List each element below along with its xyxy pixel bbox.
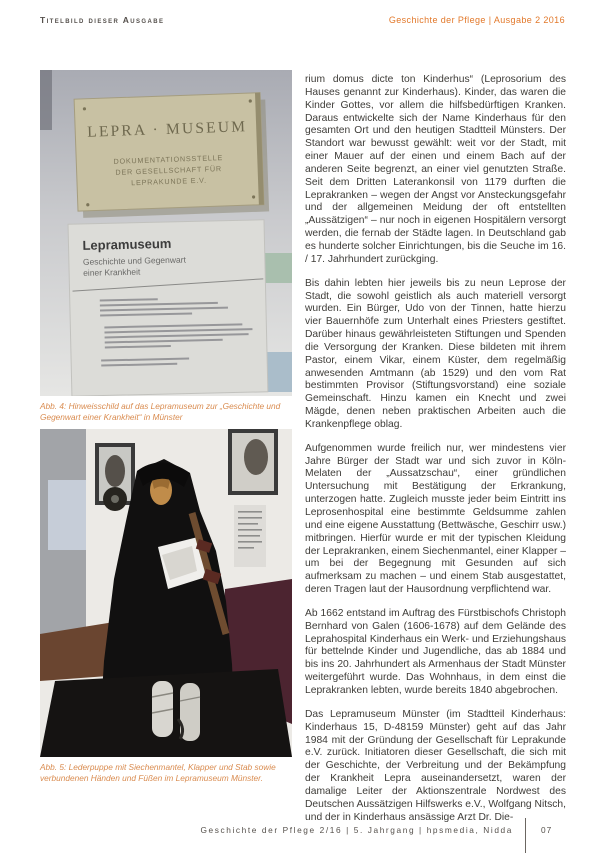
plaque-line3: LEPRAKUNDE E.V. xyxy=(131,175,207,188)
article-paragraph: rium domus dicte ton Kinderhus“ (Leprosorium des Hauses genannt zur Kinderhaus). Kinder, das waren die Kinder Gottes, vor allem die hilfsbedürftigen Kranken. Daraus entwickelte sich der Name Kinderhaus für den gesamten Ort und den heutigen Stadtteil Münsters. Der Standort war bewusst gewählt: weit vor der Stadt, mit einer Mauer auf der einen und einem Bach auf der anderen Seite begrenzt, an einer viel genutzten Straße. Seit dem Dritten Laterankonsil von 1179 durften die Leprakranken – wegen der Angst vor Ansteckungsgefahr und der allgemeinen Meidung der oft entstellten „Aussätzigen“ – nur noch in eigenen Hospitälern versorgt werden, die fernab der Städte lagen. In Deutschland gab es hunderte solcher Einrichtungen, bis die Seuche im 16. / 17. Jahrhundert zurückging. xyxy=(305,74,566,265)
footer-page-number: 07 xyxy=(541,825,553,835)
header-issue-label: Geschichte der Pflege | Ausgabe 2 2016 xyxy=(388,15,565,25)
panel-subtitle-1: Geschichte und Gegenwart xyxy=(82,254,186,267)
panel-subtitle-2: einer Krankheit xyxy=(83,266,141,278)
article-paragraph: Aufgenommen wurde freilich nur, wer mindestens vier Jahre Bürger der Stadt war und sich zuvor in Köln-Melaten der „Aussatzschau“, einer gründlichen Untersuchung mit Bestätigung der Erkrankung, unterzogen hatte. Zugleich musste jeder beim Eintritt ins Leprosenhospital eine bestimmte Geldsumme zahlen und eine eigene Ausstattung (Bettwäsche, Geschirr usw.) mitbringen. Hierfür wurde er mit der typischen Kleidung der Leprakranken, einem Siechenmantel, einer Klapper – um bei der Begegnung mit Gesunden auf sich aufmerksam zu machen – und einem Stab ausgestattet, deren Tragen laut der Hausordnung verpflichtend war. xyxy=(305,442,567,596)
footer-divider xyxy=(525,818,526,853)
wall-document xyxy=(234,505,266,567)
wall-corner-shadow xyxy=(40,70,52,130)
header-section-label: Titelbild dieser Ausgabe xyxy=(40,15,165,25)
figure-column xyxy=(40,70,292,783)
plaque-title: LEPRA · MUSEUM xyxy=(86,118,248,141)
stone-plaque xyxy=(74,93,269,219)
article-paragraph: Bis dahin lebten hier jeweils bis zu neun Leprose der Stadt, die sowohl geistlich als auch materiell versorgt wurden. Ein Bürger, Udo von der Tinnen, hatte hierzu vier Bauernhöfe zum Unterhalt eines Priesters gestiftet. Darüber hinaus gewährleisteten Stiftungen und Spenden die Versorgung der Kranken. Diese bildeten mit ihrem Pastor, einem Vikar, einem Küster, dem regelmäßig anwesenden Amtmann (ab 1529) und den vom Rat bestimmten Provisor (Stiftungsvorstand) eine soziale Gemeinschaft. Hinzu kamen ein Knecht und zwei Mägde, denen neben praktischen Arbeiten auch die Krankenpflege oblag. xyxy=(305,277,566,430)
framed-picture-right xyxy=(228,429,278,495)
figure-4 xyxy=(40,70,292,422)
plaque-line1: DOKUMENTATIONSSTELLE xyxy=(113,153,224,166)
figure-5 xyxy=(40,429,292,783)
page-header xyxy=(40,15,565,25)
figure-4-caption: Abb. 4: Hinweisschild auf das Lepramuseum zur „Geschichte und Gegenwart einer Krankheit“ in Münster xyxy=(40,401,281,422)
page-footer xyxy=(0,818,607,853)
leper-doll-photo xyxy=(40,429,292,757)
blue-poster xyxy=(48,480,86,550)
museum-sign-photo xyxy=(40,70,292,396)
article-paragraph: Das Lepramuseum Münster (im Stadtteil Kinderhaus: Kinderhaus 15, D-48159 Münster) geht auf das Jahr 1984 mit der Gründung der Gesellschaft für Leprakunde e.V. zurück. Initiatoren dieser Gesellschaft, die sich mit der Geschichte, der Verbreitung und der Bekämpfung der Krankheit Lepra auseinandersetzt, waren der damalige Leiter der Aktionszentrale Nordwest des Deutschen Aussätzigen Hilfswerks e.V., Wolfgang Nitsch, und der in Kinderhaus ansässige Arzt Dr. Die- xyxy=(305,708,566,823)
info-panel xyxy=(68,220,268,396)
article-column xyxy=(305,74,566,835)
footer-journal-line: Geschichte der Pflege 2/16 | 5. Jahrgang | hpsmedia, Nidda xyxy=(200,825,513,835)
article-paragraph: Ab 1662 entstand im Auftrag des Fürstbischofs Christoph Bernhard von Galen (1606-1678) auf dem Gelände des Leprahospital Kinderhaus ein Werk- und Erziehungshaus für bettelnde Kinder und Jugendliche, das ab 1884 und bis ins 20. Jahrhundert als Armenhaus der Stadt Münster weitergeführt wurde. Das Wohnhaus, in dem einst die Leprakranken lebten, wurde bereits 1840 abgebrochen. xyxy=(305,607,566,696)
plaque-line2: DER GESELLSCHAFT FÜR xyxy=(115,164,223,177)
figure-5-caption: Abb. 5: Lederpuppe mit Siechenmantel, Klapper und Stab sowie verbundenen Händen und Füßen im Lepramuseum Münster. xyxy=(40,762,276,783)
panel-title: Lepramuseum xyxy=(82,235,172,253)
